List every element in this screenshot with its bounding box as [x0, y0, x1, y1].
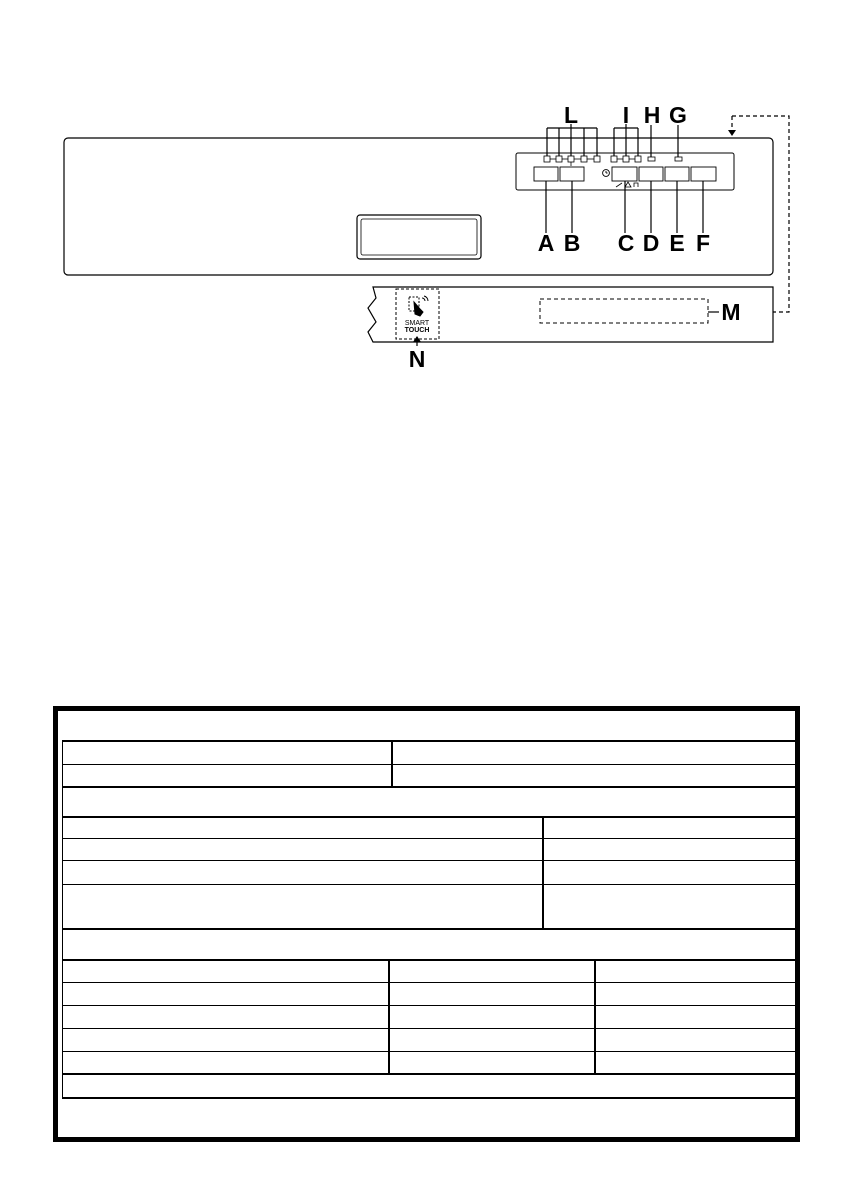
- table-rule: [62, 1028, 795, 1029]
- led-l2: [556, 156, 562, 162]
- table-rule: [62, 1097, 795, 1099]
- table-divider: [388, 959, 390, 1073]
- callout-f: F: [695, 230, 711, 256]
- button-c[interactable]: [612, 167, 637, 181]
- callout-e: E: [669, 230, 685, 256]
- table-rule: [62, 928, 795, 930]
- table-rule: [62, 1073, 795, 1075]
- button-e[interactable]: [665, 167, 689, 181]
- arrow-head-down-icon: [728, 130, 736, 136]
- led-g: [675, 157, 682, 161]
- led-i1: [611, 156, 617, 162]
- specification-table: [53, 706, 800, 1142]
- table-rule: [62, 959, 795, 961]
- table-rule: [62, 740, 63, 1097]
- led-l1: [544, 156, 550, 162]
- button-f[interactable]: [691, 167, 716, 181]
- led-h: [648, 157, 655, 161]
- led-l4: [581, 156, 587, 162]
- table-divider: [542, 816, 544, 928]
- led-group-i: [611, 156, 641, 162]
- table-rule: [62, 740, 795, 742]
- smart-touch-text-line1: SMART: [404, 320, 430, 327]
- callout-h: H: [643, 102, 661, 128]
- table-rule: [62, 982, 795, 983]
- table-rule: [62, 1005, 795, 1006]
- table-rule: [62, 764, 795, 765]
- table-rule: [62, 786, 795, 788]
- led-i2: [623, 156, 629, 162]
- table-rule: [62, 860, 795, 861]
- callout-d: D: [642, 230, 660, 256]
- control-panel-diagram: [0, 0, 850, 400]
- smart-touch-text-line2: TOUCH: [404, 327, 430, 334]
- table-rule: [62, 838, 795, 839]
- display-window-outer: [357, 215, 481, 259]
- table-divider: [594, 959, 596, 1073]
- callout-l: L: [563, 102, 579, 128]
- table-divider: [391, 740, 393, 786]
- led-l3: [568, 156, 574, 162]
- table-rule: [62, 884, 795, 885]
- callout-m: M: [721, 299, 741, 325]
- callout-a: A: [537, 230, 555, 256]
- button-d[interactable]: [639, 167, 663, 181]
- callout-n: N: [408, 346, 426, 372]
- led-l5: [594, 156, 600, 162]
- button-b[interactable]: [560, 167, 584, 181]
- table-rule: [62, 816, 795, 818]
- led-i3: [635, 156, 641, 162]
- callout-i: I: [622, 102, 630, 128]
- callout-c: C: [617, 230, 635, 256]
- button-a[interactable]: [534, 167, 558, 181]
- callout-g: G: [669, 102, 687, 128]
- table-rule: [62, 1051, 795, 1052]
- callout-b: B: [563, 230, 581, 256]
